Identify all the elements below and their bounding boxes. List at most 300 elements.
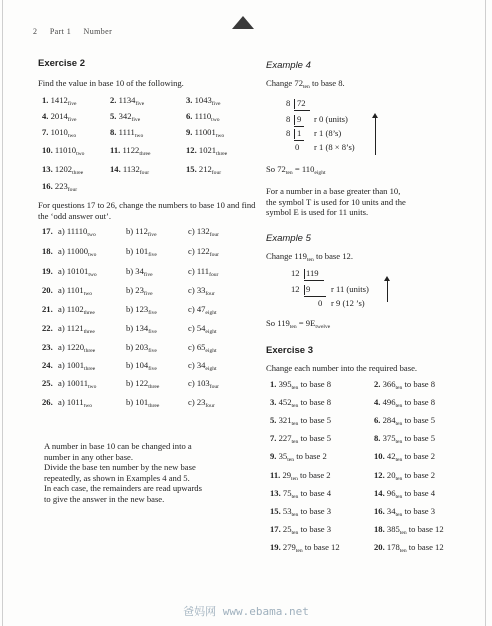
base-subscript: four	[209, 252, 220, 258]
odd-row-option	[126, 397, 159, 409]
result-text: So 119	[266, 318, 290, 328]
odd-row-number	[42, 397, 53, 407]
base-subscript: five	[148, 329, 157, 335]
exercise3-item	[270, 451, 327, 463]
item-number: 6.	[374, 415, 381, 426]
item-value: 11010	[54, 145, 77, 155]
option-value: b) 34	[126, 266, 144, 276]
page-number: 2	[33, 27, 38, 36]
quotient: 0	[318, 298, 323, 308]
base-subscript: eight	[314, 170, 326, 176]
exercise3-item	[374, 415, 435, 427]
item-value: 1111	[118, 127, 135, 137]
item-number: 23.	[42, 342, 53, 352]
odd-row-option	[126, 246, 157, 258]
exercise3-title: Exercise 3	[266, 345, 314, 356]
base-subscript: ten	[395, 511, 403, 518]
note-line: A number in base 10 can be changed into a	[44, 441, 192, 451]
base-subscript: three	[83, 310, 95, 316]
exercise3-item	[374, 451, 435, 463]
base-subscript: eight	[205, 310, 217, 316]
target-base: to base 5	[300, 433, 332, 444]
option-value: b) 23	[126, 285, 144, 295]
item-value: 20	[386, 469, 396, 480]
item-value: 1122	[122, 145, 140, 155]
item-number: 15.	[186, 164, 197, 174]
base-subscript: five	[211, 101, 221, 107]
item-number: 22.	[42, 323, 53, 333]
part-label: Part 1	[49, 27, 72, 36]
exercise3-item	[270, 488, 331, 500]
option-value: c) 23	[188, 397, 206, 407]
exercise3-item	[270, 470, 331, 482]
option-value: b) 101	[126, 397, 149, 407]
target-base: to base 3	[300, 523, 332, 534]
item-number: 5.	[270, 415, 277, 426]
base-subscript: five	[147, 232, 157, 238]
item-number: 4.	[374, 397, 381, 408]
note-line: Divide the base ten number by the new base	[44, 462, 196, 473]
exercise3-item	[374, 524, 444, 536]
option-value: c) 122	[188, 246, 210, 256]
odd-row-number	[42, 226, 53, 236]
exercise2-item	[110, 145, 151, 157]
result-text: = 9E	[296, 318, 316, 328]
remainder: r 1 (8’s)	[314, 128, 342, 138]
exercise2-item	[42, 181, 77, 193]
exercise2-item	[42, 145, 84, 157]
base-subscript: five	[131, 117, 141, 123]
odd-row-option	[58, 285, 92, 297]
item-number: 25.	[42, 378, 53, 388]
base-subscript: two	[88, 384, 97, 390]
odd-row-option	[188, 304, 217, 316]
option-value: a) 10011	[58, 378, 88, 388]
base-subscript: ten	[291, 385, 299, 391]
exercise3-item	[270, 433, 331, 445]
base-subscript: ten	[291, 475, 298, 482]
item-number: 18.	[42, 246, 53, 256]
exercise2-item	[186, 111, 220, 123]
exercise2-item	[186, 95, 221, 107]
item-number: 11.	[110, 145, 121, 155]
item-value: 25	[282, 523, 292, 534]
base-subscript: four	[209, 232, 220, 238]
divisor: 12	[291, 284, 300, 294]
example4-result	[266, 164, 326, 179]
item-number: 20.	[374, 541, 385, 552]
base-subscript: three	[83, 329, 95, 335]
base-subscript: four	[139, 170, 150, 176]
note-line: to give the answer in the new base.	[44, 493, 165, 504]
example4-title: Example 4	[266, 60, 311, 71]
item-number: 24.	[42, 360, 53, 370]
base-subscript: ten	[395, 385, 403, 391]
read-upward-arrow-icon	[387, 280, 388, 302]
exercise3-item	[374, 506, 435, 518]
text-line: symbol E is used for 11 units.	[266, 207, 369, 218]
chapter-title: Number	[83, 27, 113, 36]
item-value: 212	[198, 164, 212, 174]
example5-result	[266, 318, 330, 333]
item-number: 26.	[42, 397, 53, 407]
result-text: = 110	[292, 164, 315, 174]
option-value: a) 1001	[58, 360, 85, 370]
odd-row-option	[58, 323, 95, 335]
exercise3-item	[374, 542, 444, 554]
odd-row-option	[126, 342, 157, 354]
item-value: 11001	[194, 127, 216, 137]
base-subscript: ten	[303, 84, 310, 90]
text-line: For a number in a base greater than 10,	[266, 186, 401, 196]
exercise3-item	[270, 397, 331, 409]
item-number: 9.	[186, 127, 193, 137]
base-subscript: ten	[291, 439, 299, 446]
base-subscript: four	[209, 272, 219, 278]
target-base: to base 3	[300, 505, 332, 516]
odd-row-number	[42, 378, 53, 388]
item-value: 1043	[194, 95, 212, 105]
quotient: 0	[295, 142, 300, 152]
example4-prompt	[266, 78, 345, 93]
exercise2-item	[186, 127, 224, 139]
item-value: 452	[278, 397, 292, 408]
odd-row-option	[188, 397, 215, 409]
option-value: b) 203	[126, 342, 149, 352]
target-base: to base 5	[404, 415, 436, 426]
base-subscript: three	[84, 366, 96, 372]
exercise3-item	[374, 397, 435, 409]
odd-row-option	[58, 378, 96, 390]
exercise3-instruction: Change each number into the required base.	[266, 363, 418, 373]
item-number: 16.	[374, 505, 385, 516]
odd-row-option	[126, 360, 157, 372]
base-subscript: ten	[295, 547, 303, 554]
option-value: c) 111	[188, 266, 210, 276]
odd-row-option	[188, 342, 217, 354]
item-value: 34	[386, 505, 396, 516]
divisor: 8	[286, 114, 291, 124]
base-subscript: five	[143, 272, 153, 278]
note-line: In each case, the remainders are read upwards	[44, 483, 202, 494]
item-number: 3.	[270, 397, 277, 408]
option-value: b) 122	[126, 378, 149, 388]
target-base: to base 12	[408, 523, 444, 534]
odd-row-option	[188, 226, 219, 238]
item-number: 14.	[110, 164, 121, 174]
base-subscript: ten	[287, 457, 295, 464]
item-number: 11.	[270, 469, 281, 480]
base-subscript: five	[135, 101, 145, 107]
odd-row-number	[42, 266, 53, 276]
item-value: 284	[382, 415, 396, 426]
division-bar	[294, 110, 310, 111]
option-value: c) 103	[188, 378, 210, 388]
exercise3-item	[270, 524, 331, 536]
item-value: 496	[382, 397, 396, 408]
option-value: b) 123	[126, 304, 149, 314]
target-base: to base 5	[300, 415, 332, 426]
base-subscript: two	[76, 151, 85, 157]
exercise2-item	[186, 164, 221, 176]
base-subscript: four	[209, 384, 220, 390]
odd-row-option	[126, 285, 153, 297]
exercise3-item	[374, 488, 435, 500]
exercise2-item	[110, 164, 149, 176]
base-subscript: three	[148, 384, 160, 390]
item-number: 7.	[42, 127, 49, 137]
item-number: 20.	[42, 285, 53, 295]
item-number: 13.	[270, 487, 281, 498]
base-subscript: ten	[395, 403, 403, 410]
target-base: to base 4	[300, 487, 332, 498]
item-number: 1.	[42, 95, 49, 105]
item-value: 385	[386, 523, 400, 534]
prompt-text: to base 12.	[313, 251, 353, 261]
item-number: 8.	[374, 433, 381, 444]
base-subscript: ten	[399, 547, 407, 554]
option-value: a) 1101	[58, 285, 84, 295]
target-base: to base 2	[296, 451, 327, 462]
page-border-right	[485, 0, 486, 626]
base-subscript: ten	[395, 439, 403, 446]
exercise2-title: Exercise 2	[38, 58, 86, 69]
odd-row-number	[42, 360, 53, 370]
exercise2-item	[42, 95, 77, 107]
text-line: the symbol T is used for 10 units and the	[266, 196, 406, 207]
odd-row-option	[188, 360, 217, 372]
base-subscript: five	[67, 117, 77, 123]
base-subscript: ten	[399, 529, 407, 536]
item-value: 1110	[194, 111, 212, 121]
base-subscript: eight	[205, 329, 217, 335]
item-number: 3.	[186, 95, 193, 105]
base-subscript: two	[67, 133, 77, 139]
result-text: So 72	[266, 164, 286, 174]
base-subscript: four	[211, 170, 222, 176]
note-line: number in any other base.	[44, 451, 134, 462]
base-subscript: two	[88, 272, 97, 278]
scroll-up-icon[interactable]	[232, 16, 254, 29]
item-value: 223	[54, 181, 68, 191]
item-number: 7.	[270, 433, 277, 444]
exercise2-instruction2: For questions 17 to 26, change the numbers to base 10 and find the ‘odd answer out’.	[38, 200, 256, 221]
odd-row-number	[42, 323, 53, 333]
example5-prompt	[266, 251, 353, 266]
odd-row-option	[58, 226, 96, 238]
base-subscript: five	[148, 310, 157, 316]
odd-row-option	[188, 266, 218, 278]
base-subscript: ten	[291, 403, 299, 410]
division-bar	[294, 126, 304, 127]
target-base: to base 2	[300, 469, 331, 480]
item-value: 35	[278, 451, 288, 462]
odd-row-number	[42, 342, 53, 352]
base-subscript: four	[205, 403, 215, 409]
target-base: to base 8	[300, 397, 332, 408]
item-number: 8.	[110, 127, 117, 137]
base-subscript: two	[134, 133, 144, 139]
base-subscript: ten	[291, 529, 299, 536]
division-bar	[304, 296, 326, 297]
item-value: 321	[278, 415, 292, 426]
exercise2-item	[110, 127, 143, 139]
item-value: 42	[386, 451, 396, 462]
exercise2-item	[42, 111, 77, 123]
remainder: r 0 (units)	[314, 114, 348, 124]
base-subscript: two	[87, 232, 96, 238]
base-subscript: ten	[291, 421, 299, 428]
target-base: to base 4	[404, 487, 436, 498]
base-subscript: three	[216, 151, 228, 157]
base-subscript: four	[67, 187, 78, 193]
item-value: 1132	[122, 164, 140, 174]
odd-row-option	[188, 323, 217, 335]
option-value: c) 54	[188, 323, 206, 333]
item-value: 395	[278, 379, 292, 389]
odd-row-number	[42, 285, 53, 295]
option-value: a) 11000	[58, 246, 88, 256]
read-upward-arrow-icon	[375, 117, 376, 155]
item-value: 1010	[50, 127, 68, 137]
base-subscript: three	[84, 348, 96, 354]
item-number: 2.	[110, 95, 117, 105]
division-bar	[294, 140, 304, 141]
quotient: 9	[306, 284, 311, 294]
item-value: 342	[118, 111, 132, 121]
item-value: 29	[282, 469, 292, 480]
quotient: 119	[306, 268, 319, 278]
odd-row-option	[126, 323, 157, 335]
exercise2-item	[42, 164, 83, 176]
division-bracket	[294, 115, 295, 125]
example5-title: Example 5	[266, 233, 311, 244]
item-value: 96	[386, 487, 396, 498]
exercise3-item	[270, 542, 340, 554]
base-subscript: eight	[205, 366, 217, 372]
base-subscript: two	[83, 403, 93, 409]
base-subscript: ten	[395, 493, 403, 500]
odd-row-option	[58, 397, 92, 409]
option-value: b) 104	[126, 360, 149, 370]
divisor: 8	[286, 128, 291, 138]
item-value: 366	[382, 379, 396, 389]
item-value: 1021	[198, 145, 217, 155]
base-subscript: ten	[306, 257, 314, 263]
item-value: 178	[386, 541, 400, 552]
exercise3-item	[270, 506, 331, 518]
page-border-left	[2, 0, 3, 626]
item-number: 10.	[374, 451, 385, 462]
item-number: 5.	[110, 111, 117, 121]
base-subscript: three	[72, 170, 84, 176]
watermark: 爸妈网 www.ebama.net	[183, 605, 309, 618]
option-value: a) 11110	[58, 226, 88, 236]
odd-row-option	[126, 378, 159, 390]
option-value: b) 112	[126, 226, 148, 236]
item-number: 17.	[42, 226, 53, 236]
target-base: to base 12	[408, 541, 444, 552]
option-value: b) 134	[126, 323, 149, 333]
exercise3-item	[374, 470, 435, 482]
target-base: to base 8	[404, 397, 436, 408]
division-bracket	[304, 269, 305, 279]
base-subscript: ten	[291, 493, 299, 500]
option-value: c) 65	[188, 342, 206, 352]
base-subscript: two	[215, 133, 225, 139]
base-subscript: five	[67, 101, 77, 107]
odd-row-option	[58, 266, 97, 278]
example4-text	[266, 186, 486, 218]
exercise3-item	[374, 379, 435, 391]
divisor: 12	[291, 268, 300, 278]
odd-row-option	[126, 226, 157, 238]
base-subscript: two	[88, 252, 97, 258]
quotient: 9	[297, 114, 302, 124]
base-subscript: ten	[395, 457, 403, 464]
exercise2-item	[110, 95, 144, 107]
division-bracket	[294, 129, 295, 139]
base-subscript: twelve	[315, 324, 331, 330]
remainder: r 1 (8 × 8’s)	[314, 142, 355, 152]
item-number: 18.	[374, 523, 385, 534]
item-value: 1134	[118, 95, 136, 105]
remainder: r 9 (12 ’s)	[331, 298, 365, 308]
item-number: 13.	[42, 164, 53, 174]
item-number: 21.	[42, 304, 53, 314]
base-subscript: five	[148, 348, 157, 354]
base-subscript: ten	[395, 475, 403, 482]
item-number: 9.	[270, 451, 277, 462]
option-value: a) 10101	[58, 266, 89, 276]
division-bracket	[294, 99, 295, 109]
item-number: 10.	[42, 145, 53, 155]
item-number: 16.	[42, 181, 53, 191]
item-number: 17.	[270, 523, 281, 534]
option-value: a) 1011	[58, 397, 84, 407]
note-line: repeatedly, as shown in Examples 4 and 5.	[44, 472, 190, 483]
remainder: r 11 (units)	[331, 284, 369, 294]
base-subscript: two	[211, 117, 220, 123]
item-number: 1.	[270, 379, 277, 389]
option-value: a) 1102	[58, 304, 84, 314]
prompt-text: Change 119	[266, 251, 307, 261]
item-value: 375	[382, 433, 396, 444]
exercise2-item	[186, 145, 227, 157]
odd-row-number	[42, 246, 53, 256]
item-number: 14.	[374, 487, 385, 498]
target-base: to base 2	[404, 451, 436, 462]
item-number: 4.	[42, 111, 49, 121]
item-number: 6.	[186, 111, 193, 121]
odd-row-option	[126, 266, 153, 278]
target-base: to base 12	[304, 541, 340, 552]
base-subscript: ten	[285, 170, 293, 176]
exercise3-item	[270, 415, 331, 427]
option-value: b) 101	[126, 246, 149, 256]
item-number: 12.	[374, 469, 385, 480]
base-subscript: four	[205, 291, 215, 297]
base-subscript: eight	[205, 348, 217, 354]
base-subscript: two	[83, 291, 93, 297]
quotient: 1	[297, 128, 302, 138]
target-base: to base 5	[404, 433, 436, 444]
target-base: to base 3	[404, 505, 436, 516]
odd-row-option	[126, 304, 157, 316]
odd-row-option	[58, 360, 95, 372]
odd-row-option	[188, 378, 219, 390]
item-value: 1202	[54, 164, 73, 174]
